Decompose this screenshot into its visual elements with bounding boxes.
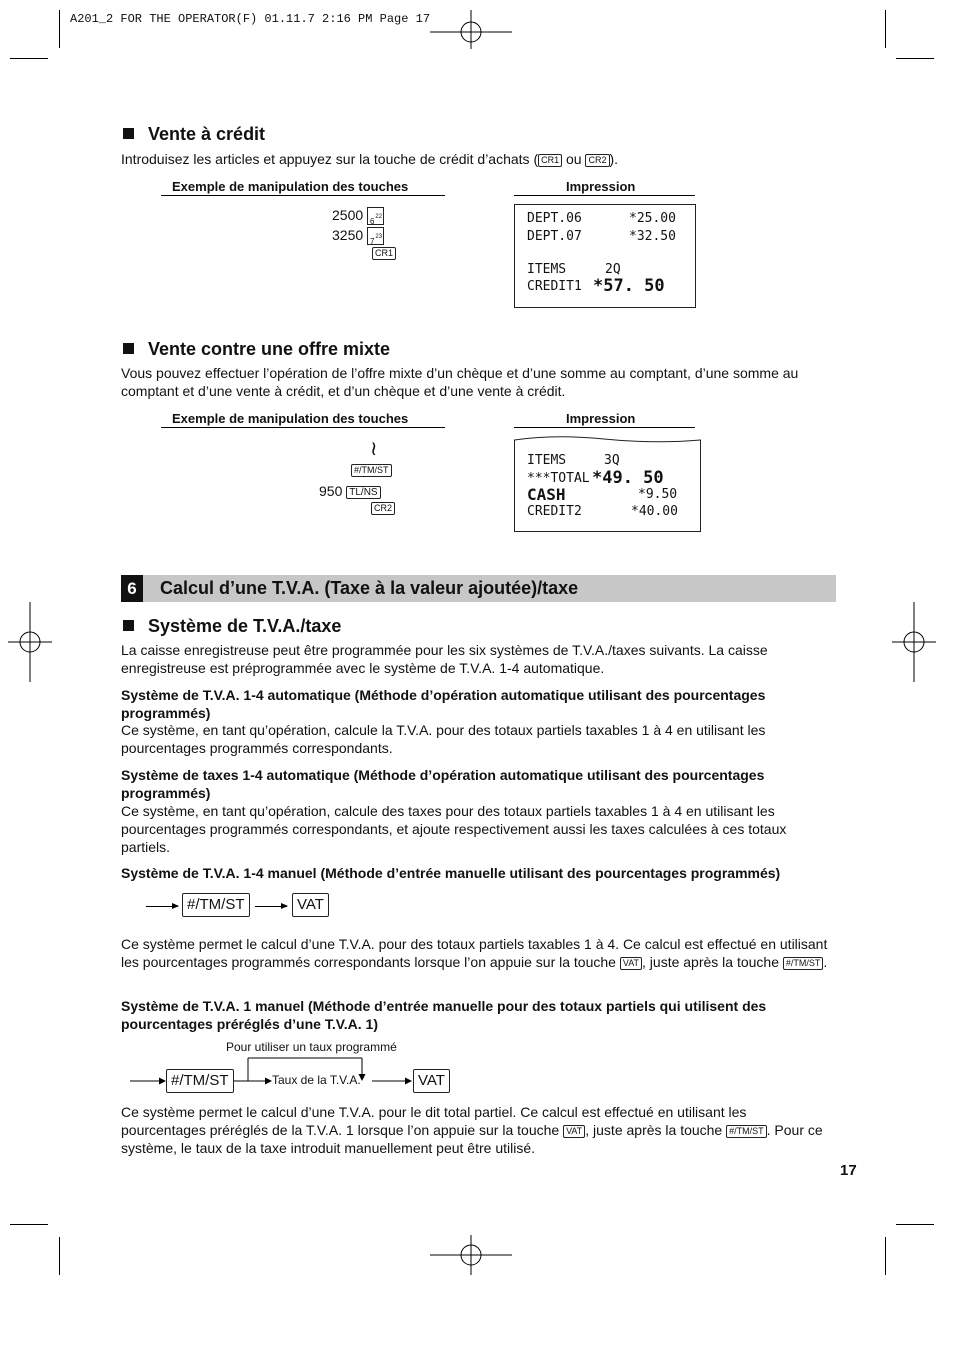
cr2-key: CR2 bbox=[585, 154, 609, 167]
mixed-receipt: ITEMS 3Q ***TOTAL *49. 50 CASH *9.50 CREDIT2 *40.00 bbox=[527, 453, 678, 519]
manual1-vat-heading: Système de T.V.A. 1 manuel (Méthode d’entrée manuelle pour des totaux partiels qui utilisent des pourcentages préréglés d’une T.V.A. 1) bbox=[121, 998, 767, 1032]
square-bullet-icon bbox=[123, 620, 134, 631]
st-key: #/TM/ST bbox=[726, 1125, 767, 1138]
st-key: #/TM/ST bbox=[351, 464, 392, 477]
manual-vat-body: Ce système permet le calcul d’une T.V.A. pour des totaux partiels taxables 1 à 4. Ce calcul est effectué en utilisant les pourcentages programmés correspondants lorsque l’on appuie sur la touche VAT , juste après la touche #/TM/ST . bbox=[121, 936, 828, 970]
auto-vat-heading: Système de T.V.A. 1-4 automatique (Méthode d’opération automatique utilisant des pourcentages programmés) bbox=[121, 687, 766, 721]
registration-mark-left bbox=[8, 602, 52, 682]
credit-entry-2: 3250 7 23 bbox=[332, 227, 383, 247]
dept-7-key: 7 23 bbox=[367, 227, 384, 245]
registration-mark-right bbox=[892, 602, 936, 682]
flow-arrow-icon bbox=[146, 906, 178, 907]
tl-ns-key: TL/NS bbox=[346, 486, 380, 499]
mixed-heading: Vente contre une offre mixte bbox=[123, 339, 390, 360]
vat-intro: La caisse enregistreuse peut être programmée pour les six systèmes de T.V.A./taxes suivants. La caisse enregistreuse est préprogrammée avec le système de T.V.A. 1-4 automatique. bbox=[121, 642, 768, 676]
vat-key: VAT bbox=[563, 1125, 585, 1138]
cr1-key: CR1 bbox=[538, 154, 562, 167]
auto-tax-heading: Système de taxes 1-4 automatique (Méthode d’opération automatique utilisant des pourcentages programmés) bbox=[121, 767, 765, 801]
vat-heading: Système de T.V.A./taxe bbox=[123, 616, 341, 637]
cr1-final-key: CR1 bbox=[372, 247, 396, 260]
st-key-large: #/TM/ST bbox=[166, 1069, 234, 1093]
mixed-print-label: Impression bbox=[566, 411, 636, 426]
auto-vat-body: Ce système, en tant qu’opération, calcule la T.V.A. pour des totaux partiels taxables 1 à 4 en utilisant les pourcentages programmés correspondants. bbox=[121, 722, 766, 756]
manual1-vat-body: Ce système permet le calcul d’une T.V.A. pour le dit total partiel. Ce calcul est effectué en utilisant les pourcentages préréglés de la T.V.A. 1 lorsque l’on appuie sur la touche VAT , juste après la touche #/TM/ST . Pour ce système, le taux de la taxe introduit manuellement peut être utilisé. bbox=[121, 1104, 823, 1156]
vat-key-large: VAT bbox=[413, 1069, 450, 1093]
square-bullet-icon bbox=[123, 128, 134, 139]
credit-entry-1: 2500 6 22 bbox=[332, 207, 383, 227]
manual-vat-heading: Système de T.V.A. 1-4 manuel (Méthode d’entrée manuelle utilisant des pourcentages programmés) bbox=[121, 865, 781, 881]
credit-intro: Introduisez les articles et appuyez sur la touche de crédit d’achats ( CR1 ou CR2 ). bbox=[121, 151, 619, 167]
dept-6-key: 6 22 bbox=[367, 207, 384, 225]
credit-heading: Vente à crédit bbox=[123, 124, 265, 145]
mixed-body: Vous pouvez effectuer l’opération de l’offre mixte d’un chèque et d’une somme au comptant, d’une somme au comptant et d’une vente à crédit, et d’un chèque et d’une vente à crédit. bbox=[121, 365, 799, 399]
omission-tilde: ≀ bbox=[370, 438, 378, 460]
page-number: 17 bbox=[840, 1162, 857, 1179]
st-key: #/TM/ST bbox=[783, 957, 824, 970]
vat-key-large: VAT bbox=[292, 893, 329, 917]
st-key-large: #/TM/ST bbox=[182, 893, 250, 917]
print-header: A201_2 FOR THE OPERATOR(F) 01.11.7 2:16 PM Page 17 bbox=[70, 12, 431, 26]
section-title: Calcul d’une T.V.A. (Taxe à la valeur ajoutée)/taxe bbox=[160, 578, 579, 598]
credit-example-label: Exemple de manipulation des touches bbox=[172, 179, 409, 194]
vat-key: VAT bbox=[620, 957, 642, 970]
credit-print-label: Impression bbox=[566, 179, 636, 194]
credit-receipt: DEPT.06 *25.00 DEPT.07 *32.50 ITEMS 2Q CREDIT1 *57. 50 bbox=[514, 204, 696, 308]
cr2-final-key: CR2 bbox=[371, 502, 395, 515]
diagram-rate-label: Taux de la T.V.A. bbox=[272, 1073, 361, 1087]
flow-arrow-icon bbox=[255, 906, 287, 907]
auto-tax-body: Ce système, en tant qu’opération, calcule des taxes pour des totaux partiels taxables 1 à 4 en utilisant les pourcentages programmés correspondants, et ajoute respectivement aussi les taxes calculées à ces totaux partiels. bbox=[121, 803, 787, 855]
registration-mark-top bbox=[430, 5, 512, 49]
square-bullet-icon bbox=[123, 343, 134, 354]
registration-mark-bottom bbox=[430, 1235, 512, 1275]
mixed-entry: 950 TL/NS bbox=[319, 482, 381, 500]
diagram-programmed-rate-label: Pour utiliser un taux programmé bbox=[226, 1040, 397, 1054]
mixed-example-label: Exemple de manipulation des touches bbox=[172, 411, 409, 426]
section-number: 6 bbox=[121, 575, 143, 602]
